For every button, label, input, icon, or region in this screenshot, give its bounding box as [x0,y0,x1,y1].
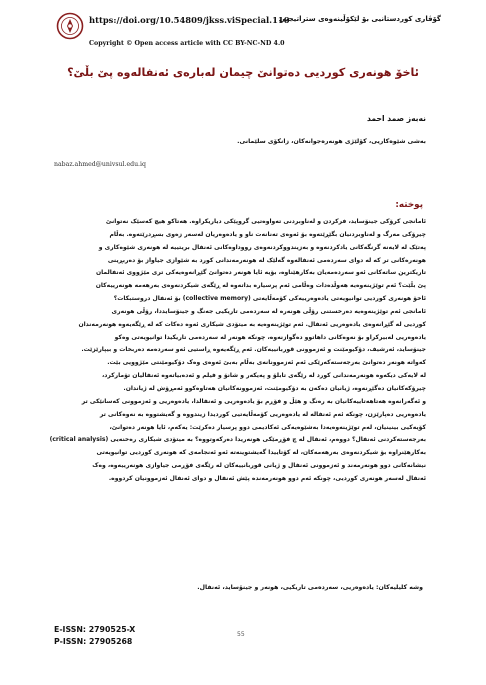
eissn: E-ISSN: 2790525-X [54,625,136,634]
abstract-line: ئامانجی ئەم توێژینەوەیە دەرخستنی رۆڵی هونەرە لە سەردەمی تاریکیی جەنگ و جینۆسایددا، رۆڵی هونەری [111,307,426,315]
abstract-line: ئامانجی کرۆکی جینۆساید، فرکردن و لەناوبردنی تەواوەتیی گروپێکی دیاریکراوە. هەتاکو هیچ کەسێک نەتوانێ [105,218,426,225]
abstract-line: کەواتە هونەر دەتوانێ بەرجەستەکەرێکی ئەم ئەزموونانەی بەڵام بەبێ ئەوەی وەک دۆکیومێنتی مێژوویی بێت. [107,359,426,367]
keywords: وشە کلیلیەکان: یادەوەریی، سەردەمی تاریکیی، هونەر و جینۆساید، ئەنفال. [197,584,423,591]
author-affiliation: بەشی شێوەکاریی، کۆلێژی هونەرەجوانەکان، زانکۆی سلێمانی. [237,138,426,145]
abstract-line: پێ بڵێت؟ ئەم توێژینەوەیە هەوڵدەدات وەڵامی ئەم پرسیارە بداتەوە لە ڕێگەی شیکردنەوەی بەرهەمە هونەرییەکان [95,282,426,290]
abstract-line: یادەوەریی دەپارێزن، چونکە ئەم ئەنفالە لە یادەوەریی کۆمەڵایەتیی کوردیدا زیندووە و گەیشتووە بە نەوەکانی تر [99,410,426,418]
abstract-line: کوردیی لە گێڕانەوەی یادەوەریی ئەنفال. ئەم توێژینەوەیە بە میتۆدی شیکاری ئەوە دەکات کە لە ڕێگەیەوە هونەرمەندان [78,320,426,328]
abstract-line: ئەنفال لەسەر هونەری کوردیی، چونکە ئەم دوو هونەرمەندە پێش ئەنفال و دوای ئەنفال ئەزموونیان کردووە. [108,474,426,482]
abstract-line: کۆیەکیی بینینیان، لەم توێژینەوەیەدا بەشێوەیەکی ئەکادیمی دوو پرسیار دەکرێت: یەکەم، ئایا هونەر دەتوانێ، [109,423,426,431]
abstract-heading: پوختە: [395,200,423,210]
doi-link[interactable]: https://doi.org/10.54809/jkss.viSpecial.110 [89,15,290,25]
abstract-line: جینۆساید، ئەرشیف، دۆکیومێنت و ئەزموونی قوربانییەکان. ئەم ڕێگەیەوە ڕاستیی ئەو سەردەمە دەربخات و بیپارێزێت. [81,346,426,354]
abstract-line: لە لایەکی دیکەوە هونەرمەندانی کورد لە رێگەی تابلۆ و پەیکەر و شانۆ و فیلم و ئەدەبیاتەوە ئەنفالیان تۆمارکرد، [101,372,426,380]
abstract-line: نیشانەکانی دوو هونەرمەند و ئەزموونی ئەنفال و ژیانی قوربانییەکان لە رێگەی فۆڕمی جیاوازی هونەرییەوە، وەک [92,462,426,470]
abstract-line: ئاخۆ هونەری کوردیی توانیویەتی یادەوەرییەکی کۆمەڵایەتی (collective memory) بۆ ئەنفال دروستبکات؟ [113,295,426,303]
abstract-line: یادەوەریی لەبیرکراو بۆ نەوەکانی داهاتوو دەگوازنەوە، چونکە هونەر لە سەردەمی تاریکیدا توانیویەتی وەکو [114,333,426,341]
abstract-body [49,216,426,486]
abstract-line: چیرۆکی مەرگ و لەناوبردنیان بگێڕێتەوە بۆ ئەوەی تەنانەت ناو و یادەوەریان لەسەر زەوی بسڕدرێتەوە. بەڵام [109,230,426,238]
abstract-line: هونەرەکانی تر کە لە دوای سەردەمی ئەنفالەوە گەلێک لە هونەرمەندانی کورد بە شێوازی جیاواز بۆ دەربڕینی [107,256,426,264]
journal-emblem-icon [56,12,84,40]
author-name: نەبەز صمد احمد [367,114,426,123]
article-title: ئاخۆ هونەری کوردیی دەتوانێ چیمان لەبارەی ئەنفالەوە پێ بڵێ؟ [67,66,419,79]
page-number: 55 [237,631,245,638]
license-notice: Copyright © Open access article with CC BY-NC-ND 4.0 [89,40,285,47]
abstract-line: بەرجەستەکردنی ئەنفال؟ دووەم، ئەنفال لە چ فۆڕمێکی هونەریدا دەرکەوتووە؟ بە میتۆدی شیکاری رەخنەیی (critical analysis) [49,436,426,444]
pissn: P-ISSN: 27905268 [54,637,133,646]
abstract-line: بەکارهێنراوە بۆ شیکردنەوەی بەرهەمەکان، لە کۆتاییدا گەیشتوینەتە ئەو ئەنجامەی کە هونەری کوردیی توانیویەتی [96,449,426,457]
journal-name: گۆڤاری کوردستانیی بۆ لێکۆڵینەوەی ستراتیجیی [278,15,441,23]
author-email[interactable]: nabaz.ahmed@univsul.edu.iq [54,161,146,168]
abstract-line: و ئەگەرانەوە هەتاھەتاییەکانیان بە رەنگ و هێڵ و فۆڕم بۆ یادەوەریی و ئەنفالدا، یادەوەریی و ئەزموونی کەسانێکی تر [81,397,426,405]
abstract-line: پەتێک لە لایەنە گرنگەکانی یادکردنەوە و بەزیندووکردنەوەی رووداوەکانی ئەنفال بریتییە لە هونەری شێوەکاری و [98,243,426,251]
abstract-line: تاریکترین ساتەکانی ئەو سەردەمەیان بەکارهێناوە، بۆیە ئایا هونەر دەتوانێ گێڕانەوەیەکی تری مێژووی ئەنفالمان [95,269,426,277]
abstract-line: چیرۆکەکانیان دەگێڕنەوە، ژیانیان دەکەن بە دۆکیومێنت، ئەزموونەکانیان هەتاوەکوو ئەمڕۆش لە ژیاندان. [123,384,426,392]
